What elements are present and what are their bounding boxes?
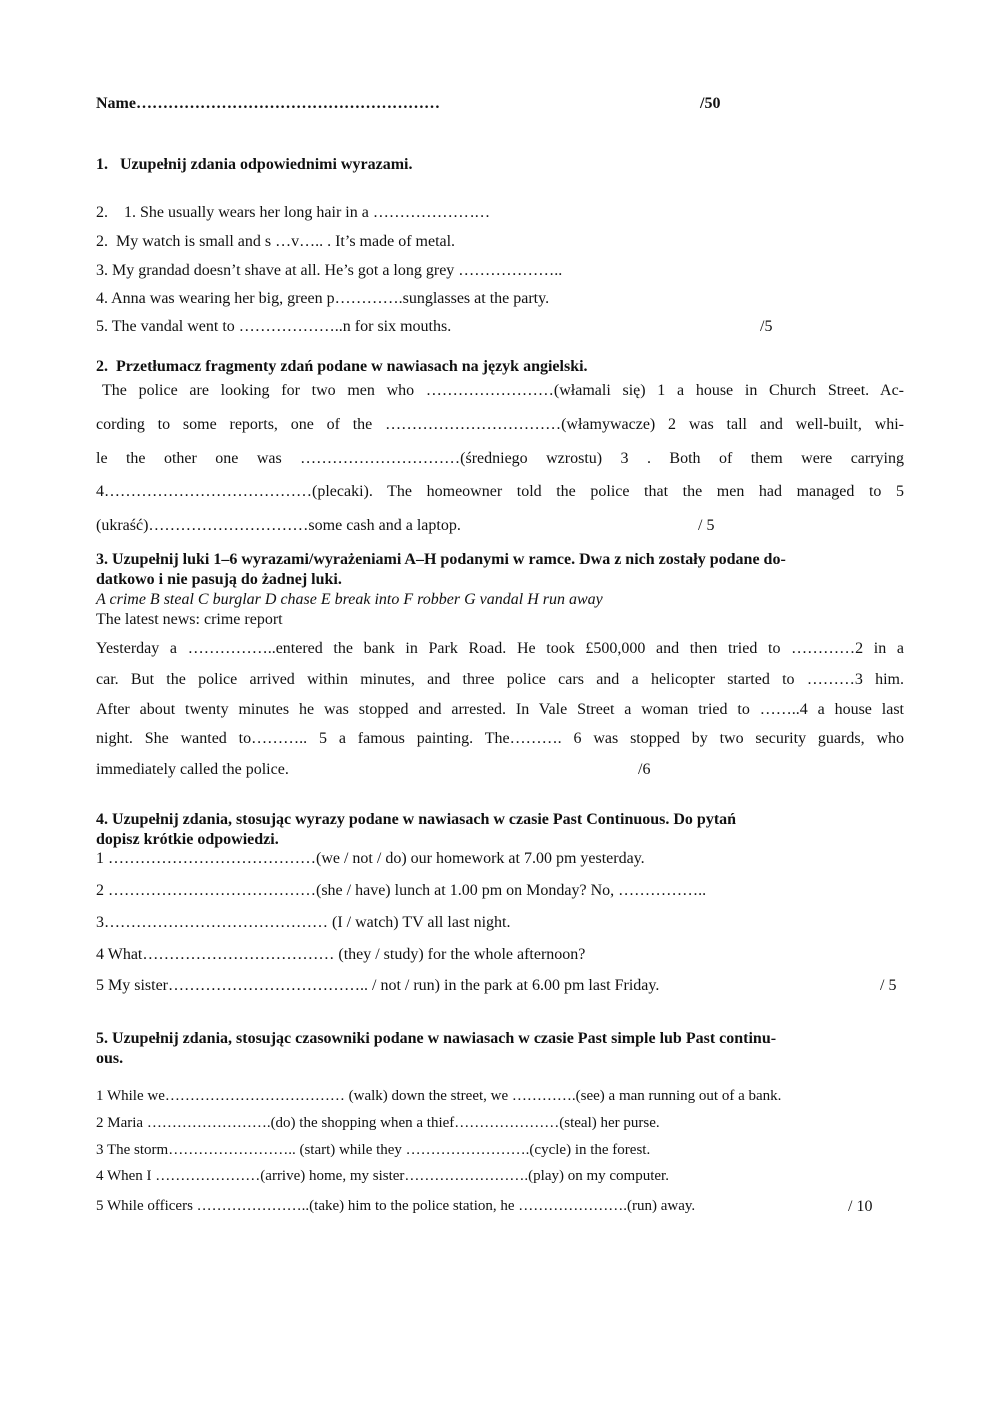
s5-item: 1 While we……………………………… (walk) down the street, we ………….(see) a man running out of a bank. — [96, 1088, 782, 1104]
s5-item: 5 While officers …………………..(take) him to the police station, he ………………….(run) away. — [96, 1198, 696, 1214]
section-3-title: 3. Uzupełnij luki 1–6 wyrazami/wyrażeniami A–H podanymi w ramce. Dwa z nich zostały podane do- — [96, 551, 786, 568]
s3-score: /6 — [638, 761, 651, 778]
s2-score: / 5 — [698, 517, 715, 534]
section-1-title: 1. Uzupełnij zdania odpowiednimi wyrazami. — [96, 156, 413, 173]
s1-item: 3. My grandad doesn’t shave at all. He’s got a long grey ……………….. — [96, 262, 563, 279]
s3-line: immediately called the police. — [96, 761, 289, 778]
s4-item: 1 …………………………………(we / not / do) our homework at 7.00 pm yesterday. — [96, 850, 645, 867]
word-box: A crime B steal C burglar D chase E break into F robber G vandal H run away — [96, 591, 603, 608]
s2-line: cording to some reports, one of the ……………………………(włamywacze) 2 was tall and well-built, whi- — [96, 416, 904, 433]
section-4-title: 4. Uzupełnij zdania, stosując wyrazy podane w nawiasach w czasie Past Continuous. Do pytań — [96, 811, 737, 828]
total-score: /50 — [700, 95, 721, 112]
s2-line: le the other one was …………………………(średniego wzrostu) 3 . Both of them were carrying — [96, 450, 904, 467]
s1-item: 5. The vandal went to ………………..n for six mouths. — [96, 318, 452, 335]
s4-score: / 5 — [880, 977, 897, 994]
section-2-title: 2. Przetłumacz fragmenty zdań podane w nawiasach na język angielski. — [96, 358, 588, 375]
s3-line: After about twenty minutes he was stopped and arrested. In Vale Street a woman tried to ……..4 a house last — [96, 701, 904, 718]
s1-item: 2. 1. She usually wears her long hair in a ……………… .… — [96, 204, 491, 221]
s4-item: 4 What……………………………… (they / study) for the whole afternoon? — [96, 946, 586, 963]
s2-line: 4…………………………………(plecaki). The homeowner told the police that the men had managed to 5 — [96, 483, 904, 500]
s5-item: 4 When I …………………(arrive) home, my sister…………………….(play) on my computer. — [96, 1168, 669, 1184]
s2-line: (ukraść)…………………………some cash and a laptop. — [96, 517, 461, 534]
section-5-title-cont: ous. — [96, 1050, 124, 1067]
s1-item: 4. Anna was wearing her big, green p………….sunglasses at the party. — [96, 290, 550, 307]
s5-score: / 10 — [848, 1198, 873, 1215]
s4-item: 5 My sister……………………………….. / not / run) in the park at 6.00 pm last Friday. — [96, 977, 660, 994]
s5-item: 3 The storm…………………….. (start) while they …………………….(cycle) in the forest. — [96, 1142, 651, 1158]
name-line: Name………………………………………………… — [96, 95, 440, 112]
s3-line: Yesterday a ……………..entered the bank in Park Road. He took £500,000 and then tried to …………2 in a — [96, 640, 904, 657]
s3-line: night. She wanted to……….. 5 a famous painting. The………. 6 was stopped by two security guards, who — [96, 730, 904, 747]
s4-item: 3…………………………………… (I / watch) TV all last night. — [96, 914, 511, 931]
s4-item: 2 …………………………………(she / have) lunch at 1.00 pm on Monday? No, …………….. — [96, 882, 707, 899]
section-3-title-cont: datkowo i nie pasują do żadnej luki. — [96, 571, 342, 588]
s3-subtitle: The latest news: crime report — [96, 611, 283, 628]
section-5-title: 5. Uzupełnij zdania, stosując czasowniki podane w nawiasach w czasie Past simple lub Past continu- — [96, 1030, 777, 1047]
s5-item: 2 Maria …………………….(do) the shopping when a thief…………………(steal) her purse. — [96, 1115, 660, 1131]
section-4-title-cont: dopisz krótkie odpowiedzi. — [96, 831, 279, 848]
s1-score: /5 — [760, 318, 773, 335]
s3-line: car. But the police arrived within minutes, and three police cars and a helicopter started to ………3 him. — [96, 671, 904, 688]
s1-item: 2. My watch is small and s …v….. . It’s made of metal. — [96, 233, 456, 250]
s2-line: The police are looking for two men who ……………………(włamali się) 1 a house in Church Street. Ac- — [102, 382, 904, 399]
